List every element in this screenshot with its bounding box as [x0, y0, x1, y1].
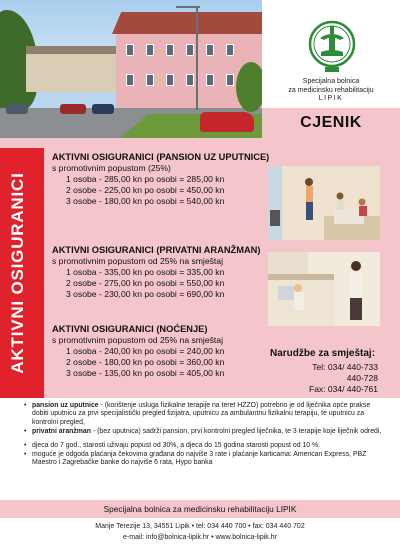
section-heading: AKTIVNI OSIGURANICI (PRIVATNI ARANŽMAN) — [52, 245, 261, 255]
section-heading: AKTIVNI OSIGURANICI (NOĆENJE) — [52, 324, 208, 334]
section-subheading: s promotivnim popustom (25%) — [52, 163, 171, 173]
section-subheading: s promotivnim popustom od 25% na smještaj — [52, 256, 223, 266]
note-item — [24, 451, 384, 468]
room-photo-kitchen — [268, 252, 380, 326]
sidebar-banner — [0, 148, 44, 398]
price-row: 1 osoba - 285,00 kn po osobi = 285,00 kn — [66, 174, 225, 184]
booking-fax: Fax: 034/ 440-761 — [309, 384, 378, 394]
booking-contact — [270, 348, 378, 395]
note-term: pansion uz uputnice — [32, 402, 99, 409]
title-band — [262, 108, 400, 138]
logo-line-1: Specijalna bolnica — [302, 78, 360, 85]
hospital-building-photo — [0, 0, 262, 138]
booking-heading: Narudžbe za smještaj: — [270, 348, 376, 359]
price-section-pansion — [52, 152, 269, 207]
note-term: privatni aranžman — [32, 428, 91, 436]
section-heading: AKTIVNI OSIGURANICI (PANSION UZ UPUTNICE) — [52, 152, 270, 162]
divider — [0, 138, 400, 148]
price-row: 1 osoba - 335,00 kn po osobi = 335,00 kn — [66, 267, 225, 277]
footer-contact[interactable]: e-mail: info@bolnica-lipik.hr • www.bolnica-lipik.hr — [123, 534, 277, 541]
note-text: moguće je odgoda plaćanja čekovima građana do najviše 3 rate i plaćanje karticama: American Express, PBZ Maestro i Zagrebačke banke do najviše 6 rata, Hypo banka — [32, 451, 367, 467]
note-item — [24, 442, 384, 450]
sidebar-label: AKTIVNI OSIGURANICI — [8, 172, 27, 374]
footer-hospital-name: Specijalna bolnica za medicinsku rehabilitaciju LIPIK — [103, 504, 297, 514]
fountain-emblem-icon — [307, 18, 357, 74]
note-item — [24, 428, 384, 436]
note-text: - (bez uputnica) sadrži pansion, prvi kontrolni pregled liječnika, te 3 terapije koje liječnik odredi, — [90, 428, 382, 436]
price-row: 3 osobe - 180,00 kn po osobi = 540,00 kn — [66, 196, 225, 206]
room-photo-guests — [268, 166, 380, 240]
logo-line-3: LIPIK — [318, 95, 344, 102]
price-row: 2 osobe - 225,00 kn po osobi = 450,00 kn — [66, 185, 225, 195]
price-row: 2 osobe - 180,00 kn po osobi = 360,00 kn — [66, 357, 225, 367]
footer-bar — [0, 500, 400, 518]
price-section-nocenje — [52, 324, 224, 379]
logo-line-2: za medicinsku rehabilitaciju — [288, 86, 374, 94]
price-row: 1 osoba - 240,00 kn po osobi = 240,00 kn — [66, 346, 225, 356]
price-section-privatni — [52, 245, 260, 300]
booking-tel: Tel: 034/ 440-733 — [312, 362, 378, 372]
note-item — [24, 402, 384, 427]
note-text: djeca do 7 god., starosti uživaju popust od 30%, a djeca do 15 godina starosti popust od 10 %. — [32, 441, 321, 449]
price-row: 2 osobe - 275,00 kn po osobi = 550,00 kn — [66, 278, 225, 288]
price-row: 3 osobe - 135,00 kn po osobi = 405,00 kn — [66, 368, 225, 378]
note-text: - (korištenje usluga fizikalne terapije na teret HZZO) potrebno je od liječnika opće prakse dobiti uputnicu za prvi specijalistički pregled fizijatra, uputnicu za ambulantnu fizikalnu terapiju, te uputnicu za kontrolni pregled, — [32, 402, 371, 426]
price-row: 3 osobe - 230,00 kn po osobi = 690,00 kn — [66, 289, 225, 299]
section-subheading: s promotivnim popustom od 25% na smještaj — [52, 335, 223, 345]
footer-address: Marije Terezije 13, 34551 Lipik • tel: 034 440 700 • fax: 034 440 702 — [95, 523, 305, 530]
hospital-logo — [262, 0, 400, 108]
booking-tel-2: 440-728 — [346, 373, 378, 383]
notes-list — [24, 402, 384, 469]
page-title: CJENIK — [300, 114, 362, 131]
